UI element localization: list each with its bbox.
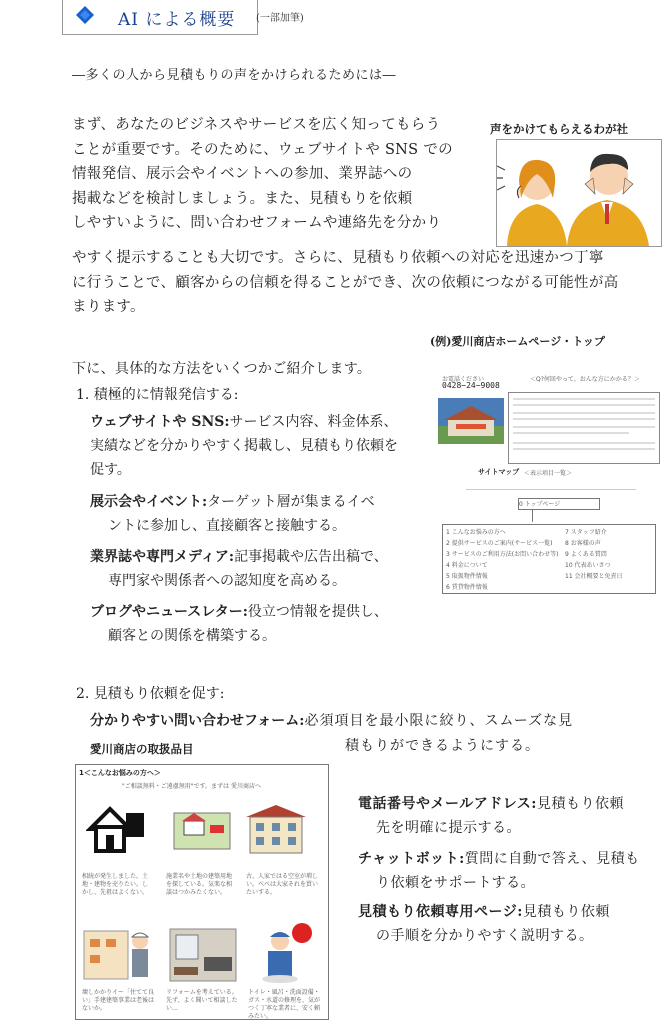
item-title: ブログやニュースレター: [90,604,248,620]
catalog-item-caption: 相続が発生しました。土地・建物を売りたい。しかし、先祖はよくない。 [82,873,149,896]
website-example-caption: (例)愛川商店ホームページ・トップ [430,335,605,348]
menu-item: 10 代表あいさつ [565,562,611,569]
item-text: り依頼をサポートする。 [376,875,536,891]
sitemap-table [442,524,656,594]
section-2-heading: 2. 見積もり依頼を促す: [76,686,225,702]
item-text: 先を明確に提示する。 [376,820,521,836]
item-text: 記事掲載や広告出稿で、 [234,549,388,565]
menu-item: 11 会社概要と免責日 [565,573,623,580]
house-photo [438,398,504,444]
diamond-icon [76,6,94,24]
sitemap-label: サイトマップ [478,468,520,476]
method-item [90,490,425,538]
catalog-item-caption: 施業名や土地の建築用地を探している。気楽な相談はつかみたくない。 [166,873,233,896]
form-item [90,708,666,734]
menu-item: 9 よくある質問 [565,551,607,558]
paragraph-line: 情報発信、展示会やイベントへの参加、業界誌への [72,166,413,182]
item-title: 電話番号やメールアドレス: [358,796,537,812]
item-text: 見積もり依頼 [536,796,624,812]
shouting-people-illustration [496,139,662,247]
list-lead: 下に、具体的な方法をいくつかご紹介します。 [72,361,372,377]
menu-item: 2 提供サービスのご案内(サービス一覧) [446,540,553,547]
living-room-icon [168,927,238,983]
sitemap-left-column [446,527,558,593]
paragraph-line: やすく提示することも大切です。さらに、見積もり依頼への対応を迅速かつ丁寧 [72,250,604,266]
contact-label: お電話ください [442,376,485,383]
top-page-box: 0 トップページ [518,498,600,510]
item-text: 専門家や関係者への認知度を高める。 [108,573,346,589]
catalog-item-caption: トイレ・風呂・洗面設備・ガス・水道の修理を、気がつく丁寧な業者に、安く頼みたい。 [248,989,321,1020]
catalog-item-caption: リフォームを考えている。先ず、よく聞いて相談したい… [166,989,238,1012]
section-1-heading: 1. 積極的に情報発信する: [76,387,239,403]
menu-item: 3 サービスのご利用方法(お問い合わせ等) [446,551,559,558]
catalog-flyer [75,764,329,1020]
paragraph-line: しやすいように、問い合わせフォームや連絡先を分かり [72,215,442,231]
menu-item: 1 こんなお悩みの方へ [446,529,506,536]
paragraph-1 [72,113,472,236]
item-text: の手順を分かりやすく説明する。 [376,928,594,944]
menu-item: 6 賃貸物件情報 [446,584,488,591]
menu-item: 7 スタッフ紹介 [565,529,607,536]
faq-title: ＜Q?何回やって、おんな方にかかる？＞ [530,376,640,383]
menu-item: 5 取扱物件情報 [446,573,488,580]
paragraph-line: まります。 [72,299,145,315]
item-title: 展示会やイベント: [90,494,208,510]
intro-heading: ―多くの人から見積もりの声をかけられるためには― [72,68,397,83]
people-shouting-icon [497,140,661,246]
house-for-sale-icon [86,803,146,855]
item-text: ターゲット層が集まるイベ [207,494,375,510]
item-title: 分かりやすい問い合わせフォーム: [90,713,305,729]
contact-item [358,847,663,895]
item-text: 顧客との関係を構築する。 [108,628,276,644]
item-text: 役立つ情報を提供し、 [247,604,388,620]
faq-text-lines [509,393,659,463]
item-title: 業界誌や専門メディア: [90,549,235,565]
sitemap-right-column [565,527,623,582]
illustration-caption: 声をかけてもらえるわが社 [490,122,628,136]
contact-item [358,792,663,840]
contact-item [358,900,663,948]
paragraph-1-continued [72,246,666,320]
apartment-icon [244,803,308,857]
paragraph-line: ことが重要です。そのために、ウェブサイトや SNS での [72,141,453,158]
item-text: ントに参加し、直接顧客と接触する。 [108,518,346,534]
tree-connector [532,510,533,522]
menu-item: 8 お客様の声 [565,540,601,547]
house-icon [438,398,504,444]
catalog-header: 1＜こんなお悩みの方へ＞ [79,769,161,777]
title-note: (一部加筆) [256,13,304,24]
item-text: 質問に自動で答え、見積も [464,851,640,867]
item-title: 見積もり依頼専用ページ: [358,904,523,920]
menu-item: 4 料金について [446,562,488,569]
sitemap-sub: ＜表示項目一覧＞ [524,470,573,477]
item-title: ウェブサイトや SNS: [90,414,230,430]
item-text: 実績などを分かりやすく掲載し、見積もり依頼を [90,438,398,454]
method-item [90,600,425,648]
catalog-sub: "ご相談無料・ご遠慮無用"です。まずは 愛川商店へ [122,783,261,790]
renovation-worker-icon [82,925,154,983]
paragraph-line: 掲載などを検討しましょう。また、見積もりを依頼 [72,190,413,207]
item-text: 促す。 [90,462,131,478]
plumber-icon [254,921,314,983]
catalog-item-caption: 古、人家ではる空室が増しい。ベベは大家それを買いたいする。 [246,873,319,896]
paragraph-line: まず、あなたのビジネスやサービスを広く知ってもらう [72,117,441,133]
item-title: チャットボット: [358,851,465,867]
phone-number: 0428−24−9008 [442,381,500,390]
form-item-continued: 積もりができるようにする。 [345,738,540,754]
method-item [90,410,425,482]
sitemap-note-line [466,484,636,490]
page-title: AI による概要 [118,10,236,30]
catalog-caption: 愛川商店の取扱品目 [90,742,194,756]
catalog-item-caption: 壊しかかりイー「住てて良い」手建建築事業は老後はないか。 [82,989,155,1012]
item-text: 必須項目を最小限に絞り、スムーズな見 [304,713,574,729]
faq-box [508,392,660,464]
land-plot-icon [170,805,234,855]
method-item [90,545,425,593]
item-text: サービス内容、料金体系、 [229,414,398,430]
website-screenshot [438,370,660,602]
paragraph-line: に行うことで、顧客からの信頼を得ることができ、次の依頼につながる可能性が高 [72,274,619,291]
item-text: 見積もり依頼 [522,904,610,920]
